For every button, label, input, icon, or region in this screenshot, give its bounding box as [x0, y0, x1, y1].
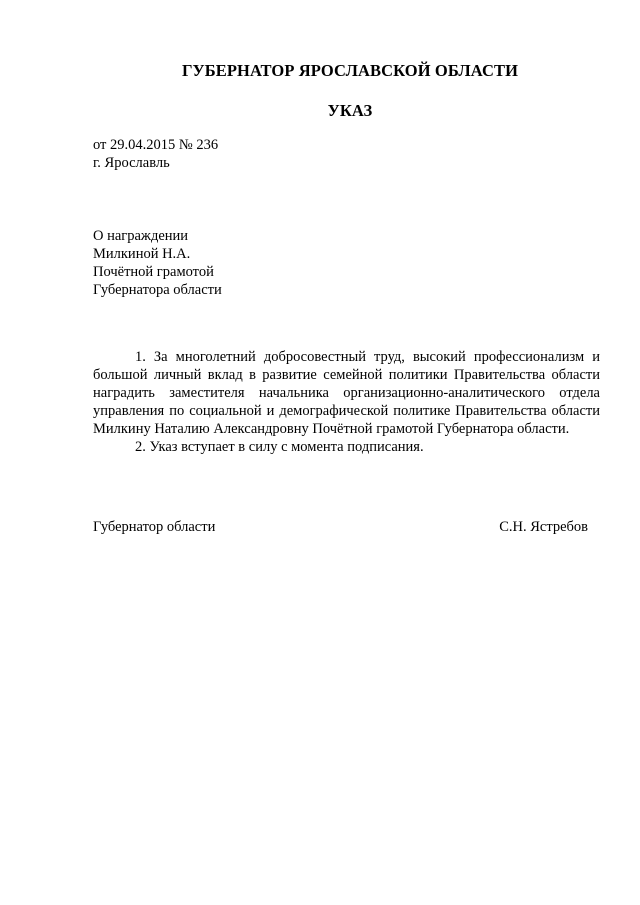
issuer-heading: ГУБЕРНАТОР ЯРОСЛАВСКОЙ ОБЛАСТИ	[181, 61, 519, 80]
body-paragraph-1: 1. За многолетний добросовестный труд, высокий профессионализм и большой личный вклад в развитие семейной политики Правительства области наградить заместителя начальника организационно-аналитического отдела управления по социальной и демографической политике Правительства области Милкину Наталию Александровну Почётной грамотой Губернатора области.	[93, 349, 600, 437]
body-paragraph-2: 2. Указ вступает в силу с момента подписания.	[135, 439, 424, 455]
signatory-name: С.Н. Ястребов	[499, 519, 588, 535]
subject-line: О награждении	[93, 228, 189, 244]
document-body	[93, 348, 600, 456]
date-number: от 29.04.2015 № 236	[93, 137, 219, 153]
city: г. Ярославль	[93, 155, 170, 171]
subject-line: Губернатора области	[93, 282, 222, 298]
subject-line: Милкиной Н.А.	[93, 246, 191, 262]
subject-line: Почётной грамотой	[93, 264, 214, 280]
document-type-heading: УКАЗ	[327, 101, 373, 120]
document-meta	[93, 136, 218, 172]
document-subject	[93, 227, 222, 299]
signatory-title: Губернатор области	[93, 519, 216, 535]
